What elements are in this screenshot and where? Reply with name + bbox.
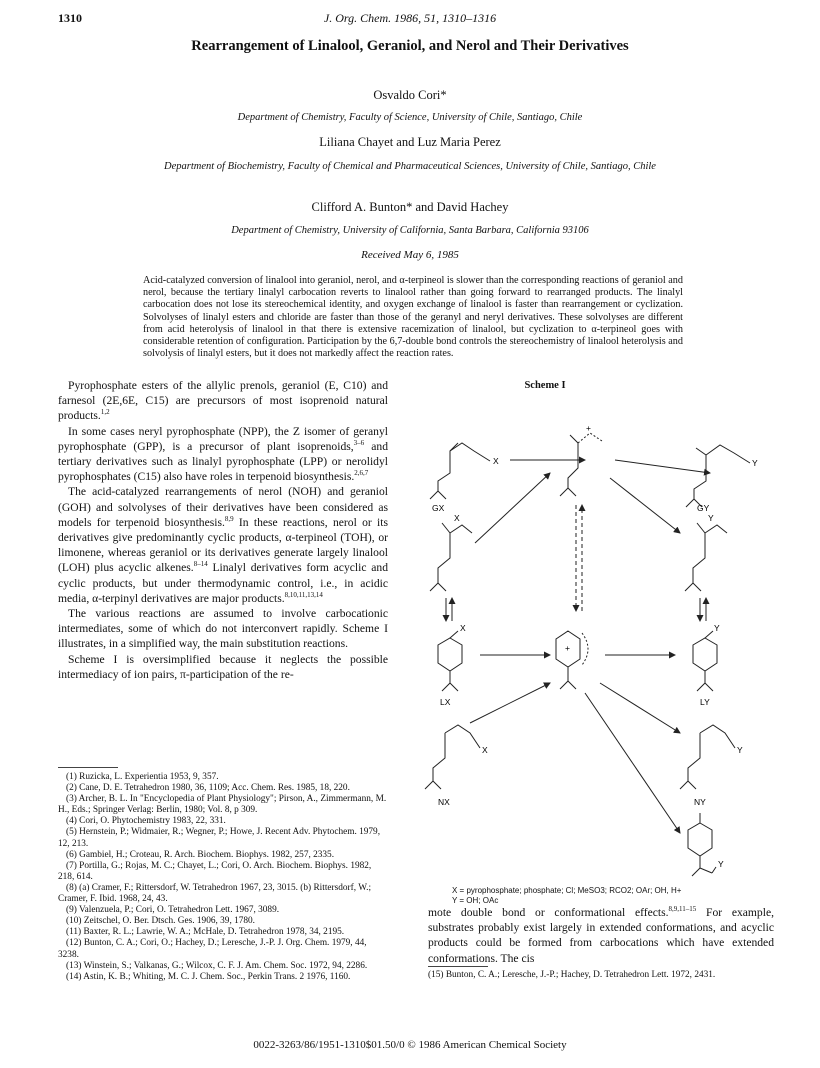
linalyl-x-structure-lower — [438, 623, 466, 707]
page-footer: 0022-3263/86/1951-1310$01.50/0 © 1986 American Chemical Society — [253, 1039, 567, 1051]
footnote: (4) Cori, O. Phytochemistry 1983, 22, 331. — [66, 816, 226, 827]
reaction-arrow — [470, 683, 550, 723]
footnote: (2) Cane, D. E. Tetrahedron 1980, 36, 1109; Acc. Chem. Res. 1985, 18, 220. — [66, 783, 350, 794]
linalyl-x-structure-upper — [430, 513, 472, 591]
footnote: (14) Astin, K. B.; Whiting, M. C. J. Chem. Soc., Perkin Trans. 2 1976, 1160. — [66, 971, 351, 982]
svg-text:Y: Y — [737, 745, 743, 755]
svg-text:+: + — [586, 423, 591, 433]
author-line-3: Clifford A. Bunton* and David Hachey — [311, 200, 509, 214]
equilibrium-arrows — [446, 473, 706, 621]
reaction-arrow — [585, 693, 680, 833]
footnote: (3) Archer, B. L. In "Encyclopedia of Plant Physiology"; Pirson, A., Zimmermann, M. H., Eds.; Springer Verlag: Berlin, 1980; Vol. 8, p 309. — [58, 794, 387, 816]
footnote: (10) Zeitschel, O. Ber. Dtsch. Ges. 1906, 39, 1780. — [66, 916, 256, 927]
body-left-column — [58, 378, 388, 682]
footnote-divider — [428, 966, 488, 967]
svg-text:Y: Y — [708, 513, 714, 523]
svg-text:Y: Y — [714, 623, 720, 633]
geranyl-x-structure — [430, 443, 499, 513]
terpinyl-y-structure — [688, 813, 724, 876]
scheme-diagram — [400, 393, 810, 888]
svg-text:GX: GX — [432, 503, 445, 513]
article-title: Rearrangement of Linalool, Geraniol, and Nerol and Their Derivatives — [191, 38, 629, 54]
footnote: (7) Portilla, G.; Rojas, M. C.; Chayet, L.; Cori, O. Arch. Biochem. Biophys. 1982, 218, 614. — [58, 860, 372, 882]
author-line-2: Liliana Chayet and Luz Maria Perez — [319, 135, 501, 149]
affiliation-3: Department of Chemistry, University of California, Santa Barbara, California 93106 — [231, 225, 589, 236]
abstract: Acid-catalyzed conversion of linalool into geraniol, nerol, and α-terpineol is slower than the corresponding reactions of geraniol and nerol, because the tertiary linalyl carbocation reverts to linalool rather than going forward to rearranged products. The linalyl carbocation does not lose its stereochemical identity, and oxygen exchange of linalool is faster than rearrangement or cyclization. Solvolyses of linalyl esters and chloride are faster than those of the geranyl and neryl derivatives. These solvolyses are different from acid heterolysis of linalool in that there is extensive racemization of linalool, but cyclization to α-terpineol goes with considerable retention of configuration. Participation by the 6,7-double bond controls the stereochemistry of linalool heterolysis and solvolysis of linalyl esters, but it does not markedly affect the reaction rates. — [143, 275, 683, 360]
received-date: Received May 6, 1985 — [361, 249, 459, 261]
svg-text:+: + — [565, 643, 570, 653]
footnote: (9) Valenzuela, P.; Cori, O. Tetrahedron Lett. 1967, 3089. — [66, 905, 280, 916]
paragraph: The various reactions are assumed to involve carbocationic intermediates, some of which do not interconvert rapidly. Scheme I illustrates, in a simplified way, the main substitution reactions. — [58, 607, 388, 651]
reaction-arrow — [600, 683, 680, 733]
scheme-title: Scheme I — [524, 380, 566, 391]
paragraph: In some cases neryl pyrophosphate (NPP), the Z isomer of geranyl pyrophosphate (GPP), is a precursor of plant isoprenoids,$^{3-6}$ and tertiary derivatives such as linalyl pyrophosphate (LPP) or nerolidyl pyrophosphates (C15) also have roles in terpenoid biosynthesis.$^{2,6,7}$ — [58, 424, 388, 484]
svg-text:GY: GY — [697, 503, 710, 513]
paragraph: The acid-catalyzed rearrangements of nerol (NOH) and geraniol (GOH) and solvolyses of their derivatives have been considered as models for terpenoid biosynthesis.$^{8,9}$ In these reactions, nerol or its derivatives give predominantly cyclic products, α-terpineol (TOH), or limonene, whereas geraniol or its derivatives generate largely linalool (LOH) plus acyclic alkenes.$^{8-14}$ Linalyl derivatives form acyclic and cyclic products, but under thermodynamic control, i.e., in acidic media, α-terpinyl derivatives are major products.$^{8,10,11,13,14}$ — [58, 485, 388, 605]
terpinyl-cation-structure — [556, 631, 588, 689]
svg-text:X: X — [454, 513, 460, 523]
footnote: (1) Ruzicka, L. Experientia 1953, 9, 357. — [66, 772, 219, 782]
affiliation-1: Department of Chemistry, Faculty of Science, University of Chile, Santiago, Chile — [237, 112, 583, 123]
footnote: (12) Bunton, C. A.; Cori, O.; Hachey, D.; Leresche, J.-P. J. Org. Chem. 1979, 44, 3238. — [58, 938, 367, 960]
footnote-divider — [58, 767, 118, 768]
footnote: (6) Gambiel, H.; Croteau, R. Arch. Biochem. Biophys. 1982, 257, 2335. — [66, 849, 335, 860]
linalyl-y-structure-lower — [693, 623, 720, 707]
linalyl-y-structure-upper — [685, 513, 727, 591]
svg-text:Y: Y — [752, 458, 758, 468]
svg-text:LX: LX — [440, 697, 451, 707]
svg-text:X: X — [460, 623, 466, 633]
footnote: (5) Hernstein, P.; Widmaier, R.; Wegner, P.; Howe, J. Recent Adv. Phytochem. 1979, 12, 213. — [58, 827, 381, 849]
svg-text:X: X — [482, 745, 488, 755]
footnote-right: (15) Bunton, C. A.; Leresche, J.-P.; Hachey, D. Tetrahedron Lett. 1972, 2431. — [428, 970, 716, 980]
paragraph: Pyrophosphate esters of the allylic prenols, geraniol (E, C10) and farnesol (2E,6E, C15) are precursors of most isoprenoid natural products.$^{1,2}$ — [58, 379, 388, 423]
affiliation-2: Department of Biochemistry, Faculty of Chemical and Pharmaceutical Sciences, University of Chile, Santiago, Chile — [164, 161, 656, 172]
neryl-x-structure — [425, 725, 488, 807]
footnote: (11) Baxter, R. L.; Lawrie, W. A.; McHale, D. Tetrahedron 1978, 34, 2195. — [66, 927, 345, 938]
author-line-1: Osvaldo Cori* — [373, 88, 447, 102]
svg-text:NY: NY — [694, 797, 706, 807]
body-right-column: mote double bond or conformational effects.$^{8,9,11-15}$ For example, substrates probably exist largely in extended conformations, and acyclic products could be formed from carbocations which have extended conformations. The cis — [428, 905, 774, 965]
footnote: (13) Winstein, S.; Valkanas, G.; Wilcox, C. F. J. Am. Chem. Soc. 1972, 94, 2286. — [66, 960, 368, 971]
paragraph: Scheme I is oversimplified because it neglects the possible intermediacy of ion pairs, π-participation of the re- — [58, 652, 388, 681]
svg-text:Y: Y — [718, 859, 724, 869]
geranyl-y-structure — [686, 445, 758, 513]
svg-text:X: X — [493, 456, 499, 466]
reaction-arrow — [615, 460, 710, 473]
scheme-legend: X = pyrophosphate; phosphate; Cl; MeSO3; RCO2; OAr; OH, H+ Y = OH; OAc — [452, 886, 682, 905]
neryl-y-structure — [680, 725, 743, 807]
svg-text:LY: LY — [700, 697, 710, 707]
footnotes-left — [58, 772, 388, 983]
page-number: 1310 — [58, 11, 82, 25]
journal-citation: J. Org. Chem. 1986, 51, 1310–1316 — [323, 11, 497, 25]
footnote: (8) (a) Cramer, F.; Rittersdorf, W. Tetrahedron 1967, 23, 3015. (b) Rittersdorf, W.; Cramer, F. Ibid. 1968, 24, 43. — [58, 882, 372, 905]
svg-text:NX: NX — [438, 797, 450, 807]
